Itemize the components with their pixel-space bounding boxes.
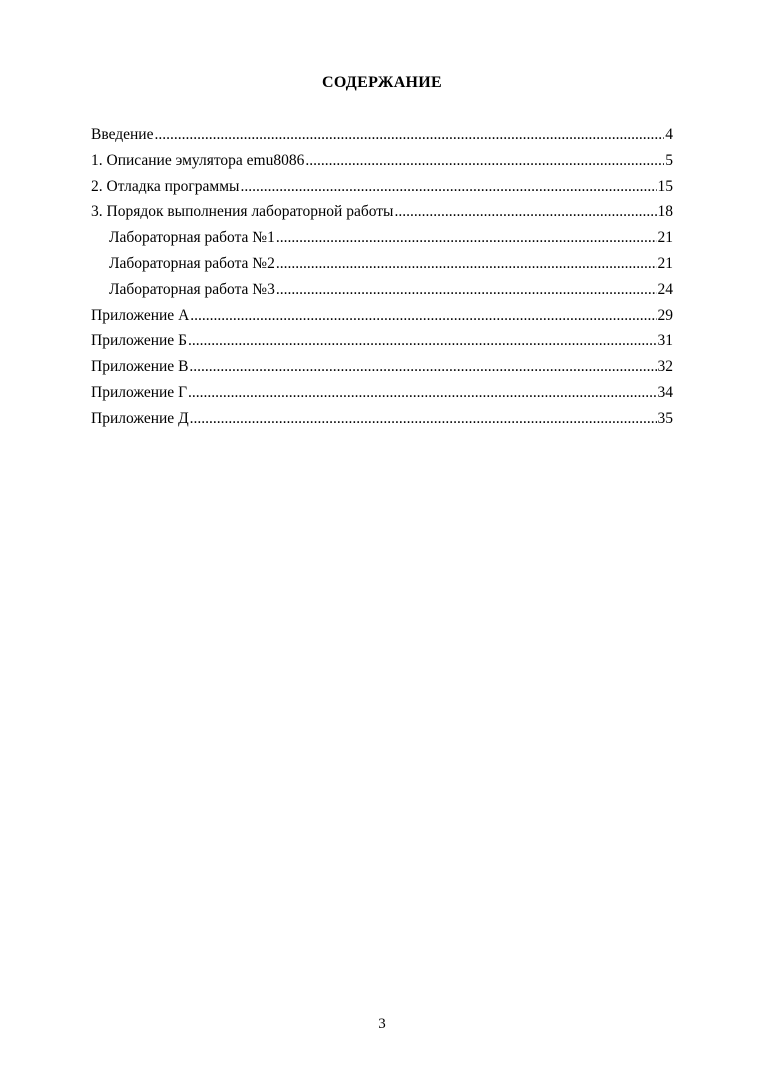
toc-entry-page: 31 <box>657 332 673 350</box>
toc-entry-lab-2[interactable] <box>91 251 673 277</box>
toc-entry-label: Лабораторная работа №2 <box>109 254 275 272</box>
toc-entry-page: 34 <box>657 383 673 401</box>
toc-leader-dots <box>276 277 657 303</box>
toc-leader-dots <box>276 225 657 251</box>
toc-entry-label: 1. Описание эмулятора emu8086 <box>91 151 305 169</box>
toc-entry-page: 5 <box>665 151 673 169</box>
toc-leader-dots <box>188 380 656 406</box>
toc-entry-section-3[interactable] <box>91 199 673 225</box>
toc-entry-lab-1[interactable] <box>91 225 673 251</box>
toc-entry-lab-3[interactable] <box>91 277 673 303</box>
toc-entry-label: Приложение Д <box>91 409 189 427</box>
toc-entry-section-2[interactable] <box>91 174 673 200</box>
toc-entry-label: Приложение Б <box>91 332 187 350</box>
toc-leader-dots <box>240 174 656 200</box>
toc-leader-dots <box>190 303 656 329</box>
toc-entry-appendix-a[interactable] <box>91 303 673 329</box>
toc-leader-dots <box>305 148 664 174</box>
page-number: 3 <box>378 1016 386 1032</box>
toc-leader-dots <box>394 199 656 225</box>
page-title: СОДЕРЖАНИЕ <box>321 74 443 91</box>
toc-entry-label: Лабораторная работа №3 <box>109 280 275 298</box>
toc-entry-label: Приложение В <box>91 358 189 376</box>
toc-entry-page: 18 <box>657 203 673 221</box>
toc-entry-page: 15 <box>657 177 673 195</box>
toc-entry-appendix-d[interactable] <box>91 406 673 432</box>
toc-leader-dots <box>154 122 664 148</box>
toc-leader-dots <box>190 406 657 432</box>
toc-leader-dots <box>276 251 657 277</box>
toc-entry-appendix-b[interactable] <box>91 328 673 354</box>
toc-entry-label: Приложение А <box>91 306 190 324</box>
toc-entry-appendix-v[interactable] <box>91 354 673 380</box>
toc-entry-page: 35 <box>657 409 673 427</box>
toc-entry-appendix-g[interactable] <box>91 380 673 406</box>
toc-entry-page: 32 <box>657 358 673 376</box>
toc-leader-dots <box>188 328 657 354</box>
toc-entry-page: 21 <box>657 229 673 247</box>
toc-entry-page: 29 <box>657 306 673 324</box>
toc-entry-section-1[interactable] <box>91 148 673 174</box>
toc-entry-label: 2. Отладка программы <box>91 177 240 195</box>
toc-entry-page: 21 <box>657 254 673 272</box>
toc-entry-label: Приложение Г <box>91 383 188 401</box>
toc-entry-page: 24 <box>657 280 673 298</box>
toc-entry-label: 3. Порядок выполнения лабораторной работы <box>91 203 394 221</box>
toc-leader-dots <box>189 354 656 380</box>
toc-entry-label: Введение <box>91 126 154 143</box>
toc-entry-introduction[interactable] <box>91 122 673 148</box>
toc-entry-label: Лабораторная работа №1 <box>109 229 275 247</box>
table-of-contents <box>91 122 673 432</box>
toc-entry-page: 4 <box>665 126 673 143</box>
